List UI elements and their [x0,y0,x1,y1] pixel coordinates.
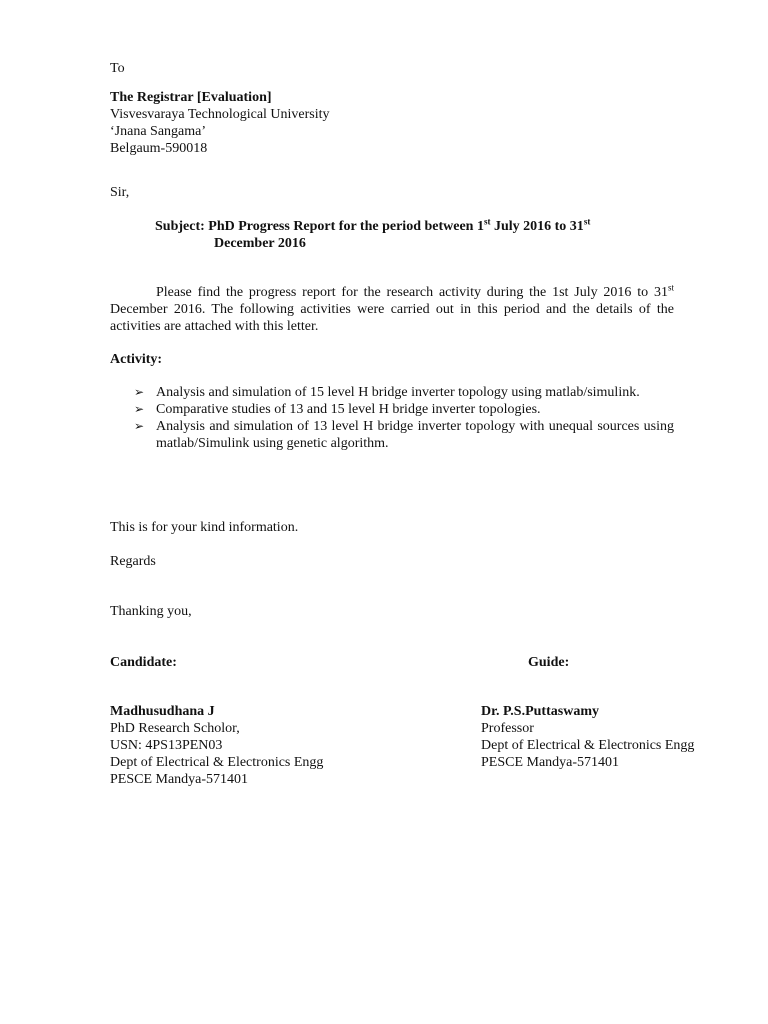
guide-block [481,703,694,771]
campus-line: ‘Jnana Sangama’ [110,124,207,139]
subject-label: Subject: [155,219,209,234]
to-line: To [110,61,125,76]
body-text-b: December 2016. The following activities were carried out in this period and the details of the activities are attached with this letter. [110,302,674,334]
recipient-title: The Registrar [Evaluation] [110,90,272,105]
university-line: Visvesvaraya Technological University [110,107,330,122]
activity-list [110,384,674,452]
arrow-bullet-icon: ➢ [134,419,145,433]
info-line: This is for your kind information. [110,520,299,535]
candidate-dept: Dept of Electrical & Electronics Engg [110,755,324,770]
list-item: ➢ Analysis and simulation of 13 level H bridge inverter topology with unequal sources using matlab/Simulink using genetic algorithm. [134,419,674,451]
regards-line: Regards [110,554,156,569]
guide-name: Dr. P.S.Puttaswamy [481,704,599,719]
thanks-line: Thanking you, [110,604,192,619]
guide-role: Professor [481,721,534,736]
subject-sup-b: st [583,216,591,227]
candidate-name: Madhusudhana J [110,704,215,719]
arrow-bullet-icon: ➢ [134,402,145,416]
subject-text-a: PhD Progress Report for the period between 1 [208,219,484,234]
subject-line-2: December 2016 [214,236,306,251]
body-text-a: Please find the progress report for the research activity during the 1st July 2016 to 31 [156,285,668,300]
body-sup: st [667,282,674,293]
subject-sup-a: st [483,216,491,227]
guide-label: Guide: [528,655,570,670]
list-item: ➢ Analysis and simulation of 15 level H bridge inverter topology using matlab/simulink. [134,385,640,400]
candidate-institution: PESCE Mandya-571401 [110,772,249,787]
arrow-bullet-icon: ➢ [134,385,145,399]
candidate-usn: USN: 4PS13PEN03 [110,738,223,753]
subject-line [155,218,655,252]
list-item: ➢ Comparative studies of 13 and 15 level H bridge inverter topologies. [134,402,541,417]
candidate-role: PhD Research Scholor, [110,721,240,736]
city-line: Belgaum-590018 [110,141,208,156]
salutation: Sir, [110,185,130,200]
subject-text-b: July 2016 to 31 [490,219,584,234]
body-paragraph [110,284,674,335]
activity-heading: Activity: [110,352,163,367]
candidate-label: Candidate: [110,655,177,670]
candidate-block [110,703,323,788]
guide-institution: PESCE Mandya-571401 [481,755,620,770]
guide-dept: Dept of Electrical & Electronics Engg [481,738,695,753]
